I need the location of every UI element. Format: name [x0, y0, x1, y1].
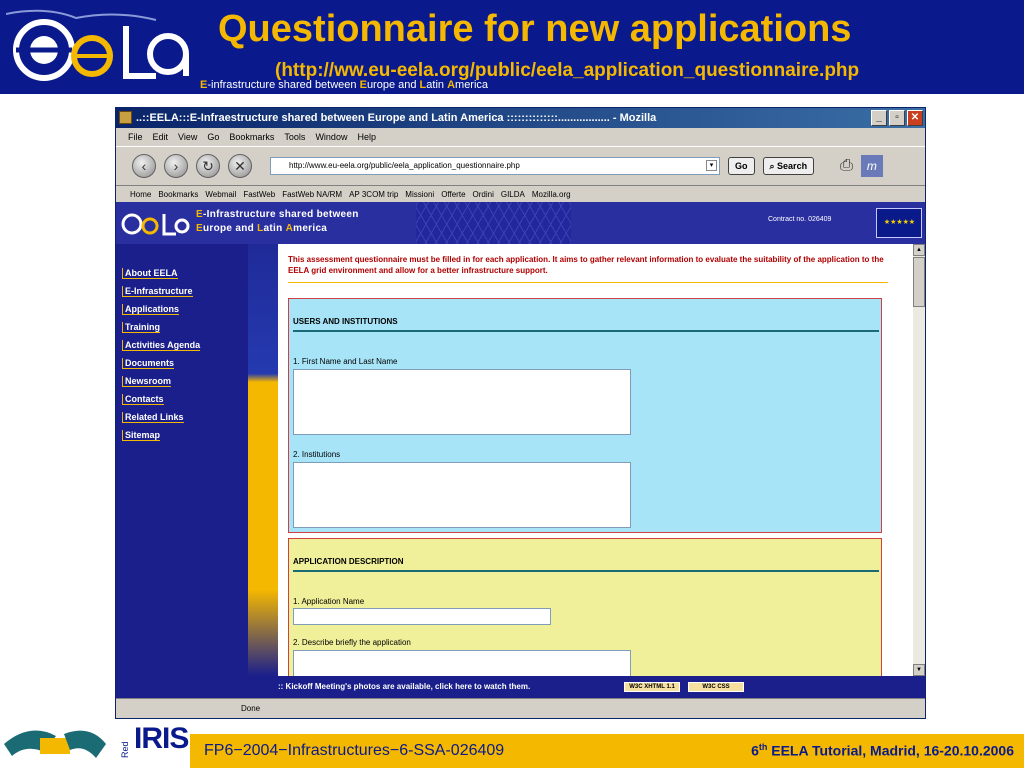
- close-button[interactable]: ✕: [907, 110, 923, 126]
- bookmark-ordini[interactable]: Ordini: [472, 189, 494, 199]
- site-eela-logo: [120, 206, 190, 240]
- intro-text: This assessment questionnaire must be filled in for each application. It aims to gather relevant information to evaluate the suitability of the application to the EELA grid environment and allow for a better infrastructure support.: [288, 254, 888, 283]
- bookmark-gilda[interactable]: GILDA: [500, 189, 525, 199]
- left-navigation: [116, 244, 278, 676]
- menubar: [116, 128, 925, 146]
- mozilla-throbber-icon: m: [861, 155, 883, 177]
- bookmark-missioni[interactable]: Missioni: [405, 189, 435, 199]
- go-button[interactable]: Go: [728, 157, 755, 175]
- reload-icon[interactable]: ↻: [196, 154, 220, 178]
- rediris-iris-text: IRIS: [134, 722, 189, 755]
- slide-title: Questionnaire for new applications: [218, 8, 852, 50]
- scroll-down-icon[interactable]: ▼: [913, 664, 925, 676]
- description-textarea[interactable]: [293, 650, 631, 676]
- question-application-name: 1. Application Name: [293, 597, 365, 606]
- print-icon[interactable]: ⎙: [840, 157, 853, 174]
- contract-number: Contract no. 026409: [768, 216, 832, 223]
- nav-training[interactable]: Training: [122, 322, 160, 333]
- footer-eela-logo: [0, 714, 110, 768]
- questionnaire-content: [278, 244, 913, 676]
- bookmarks-toolbar: [116, 186, 925, 203]
- bookmark-home[interactable]: Home: [130, 189, 152, 199]
- section-title-application: APPLICATION DESCRIPTION: [293, 557, 879, 572]
- vertical-scrollbar[interactable]: [913, 244, 925, 676]
- nav-related-links[interactable]: Related Links: [122, 412, 184, 423]
- menu-view[interactable]: View: [178, 132, 198, 142]
- institutions-textarea[interactable]: [293, 462, 631, 528]
- rediris-logo: [120, 722, 190, 762]
- menu-file[interactable]: File: [128, 132, 143, 142]
- slide-url: (http://ww.eu-eela.org/public/eela_application_questionnaire.php: [275, 60, 860, 81]
- menu-tools[interactable]: Tools: [284, 132, 306, 142]
- nav-newsroom[interactable]: Newsroom: [122, 376, 171, 387]
- nav-about-eela[interactable]: About EELA: [122, 268, 178, 279]
- name-textarea[interactable]: [293, 369, 631, 435]
- scroll-thumb[interactable]: [913, 257, 925, 307]
- bookmark-webmail[interactable]: Webmail: [205, 189, 237, 199]
- w3c-css-badge[interactable]: W3C CSS: [688, 682, 744, 692]
- browser-window: [115, 107, 926, 719]
- maximize-button[interactable]: ▫: [889, 110, 905, 126]
- url-text: http://www.eu-eela.org/public/eela_application_questionnaire.php: [289, 161, 520, 170]
- url-dropdown-icon[interactable]: ▾: [706, 160, 717, 171]
- site-header: [116, 202, 925, 244]
- bookmark-bookmarks[interactable]: Bookmarks: [158, 189, 199, 199]
- minimize-button[interactable]: _: [871, 110, 887, 126]
- status-text: Done: [241, 704, 261, 713]
- nav-sitemap[interactable]: Sitemap: [122, 430, 160, 441]
- news-bar: [116, 676, 925, 698]
- slide-header: [0, 0, 1024, 94]
- bookmark-offerte[interactable]: Offerte: [441, 189, 466, 199]
- menu-go[interactable]: Go: [207, 132, 220, 142]
- footer-bar: [190, 734, 1024, 768]
- nav-e-infrastructure[interactable]: E-Infrastructure: [122, 286, 193, 297]
- section-application-description: [288, 538, 882, 676]
- nav-decoration: [248, 244, 278, 676]
- menu-help[interactable]: Help: [357, 132, 376, 142]
- nav-activities-agenda[interactable]: Activities Agenda: [122, 340, 200, 351]
- page-viewport: [116, 202, 925, 698]
- question-describe-application: 2. Describe briefly the application: [293, 638, 411, 647]
- bookmark-ap3com[interactable]: AP 3COM trip: [349, 189, 399, 199]
- w3c-xhtml-badge[interactable]: W3C XHTML 1.1: [624, 682, 680, 692]
- bookmark-fastweb[interactable]: FastWeb: [243, 189, 276, 199]
- question-institutions: 2. Institutions: [293, 450, 341, 459]
- nav-applications[interactable]: Applications: [122, 304, 179, 315]
- scroll-up-icon[interactable]: ▲: [913, 244, 925, 256]
- grid-decoration: [416, 202, 571, 244]
- eela-logo: [6, 6, 196, 86]
- eu-flag-icon: ★ ★ ★ ★ ★: [876, 208, 922, 238]
- site-title: E-Infrastructure shared between Europe and Latin America: [196, 209, 359, 234]
- kickoff-news-link[interactable]: :: Kickoff Meeting's photos are available, click here to watch them.: [278, 682, 531, 691]
- window-titlebar[interactable]: [116, 108, 925, 128]
- back-icon[interactable]: ‹: [132, 154, 156, 178]
- footer-project-code: FP6−2004−Infrastructures−6-SSA-026409: [204, 742, 505, 759]
- search-button[interactable]: ⌕ Search: [763, 157, 815, 175]
- question-first-last-name: 1. First Name and Last Name: [293, 357, 398, 366]
- bookmark-mozilla[interactable]: Mozilla.org: [531, 189, 571, 199]
- url-input[interactable]: [270, 157, 720, 175]
- menu-bookmarks[interactable]: Bookmarks: [229, 132, 275, 142]
- application-name-input[interactable]: [293, 608, 551, 625]
- section-title-users: USERS AND INSTITUTIONS: [293, 317, 879, 332]
- status-bar: [116, 698, 925, 718]
- nav-contacts[interactable]: Contacts: [122, 394, 164, 405]
- bookmark-fastweb-narm[interactable]: FastWeb NA/RM: [282, 189, 343, 199]
- nav-documents[interactable]: Documents: [122, 358, 174, 369]
- window-title: ..::EELA:::E-Infraestructure shared between Europe and Latin America ::::::::::::::................. - Mozilla: [136, 112, 657, 124]
- stop-icon[interactable]: ✕: [228, 154, 252, 178]
- rediris-red-text: Red: [120, 741, 130, 758]
- slide-tagline: E-infrastructure shared between Europe and Latin America: [200, 79, 489, 91]
- search-icon: ⌕: [769, 161, 778, 171]
- menu-window[interactable]: Window: [315, 132, 348, 142]
- forward-icon[interactable]: ›: [164, 154, 188, 178]
- section-users-institutions: [288, 298, 882, 533]
- nav-toolbar: [116, 146, 925, 186]
- footer-event: 6th EELA Tutorial, Madrid, 16-20.10.2006: [751, 742, 1014, 759]
- mozilla-app-icon: [119, 111, 132, 124]
- menu-edit[interactable]: Edit: [152, 132, 169, 142]
